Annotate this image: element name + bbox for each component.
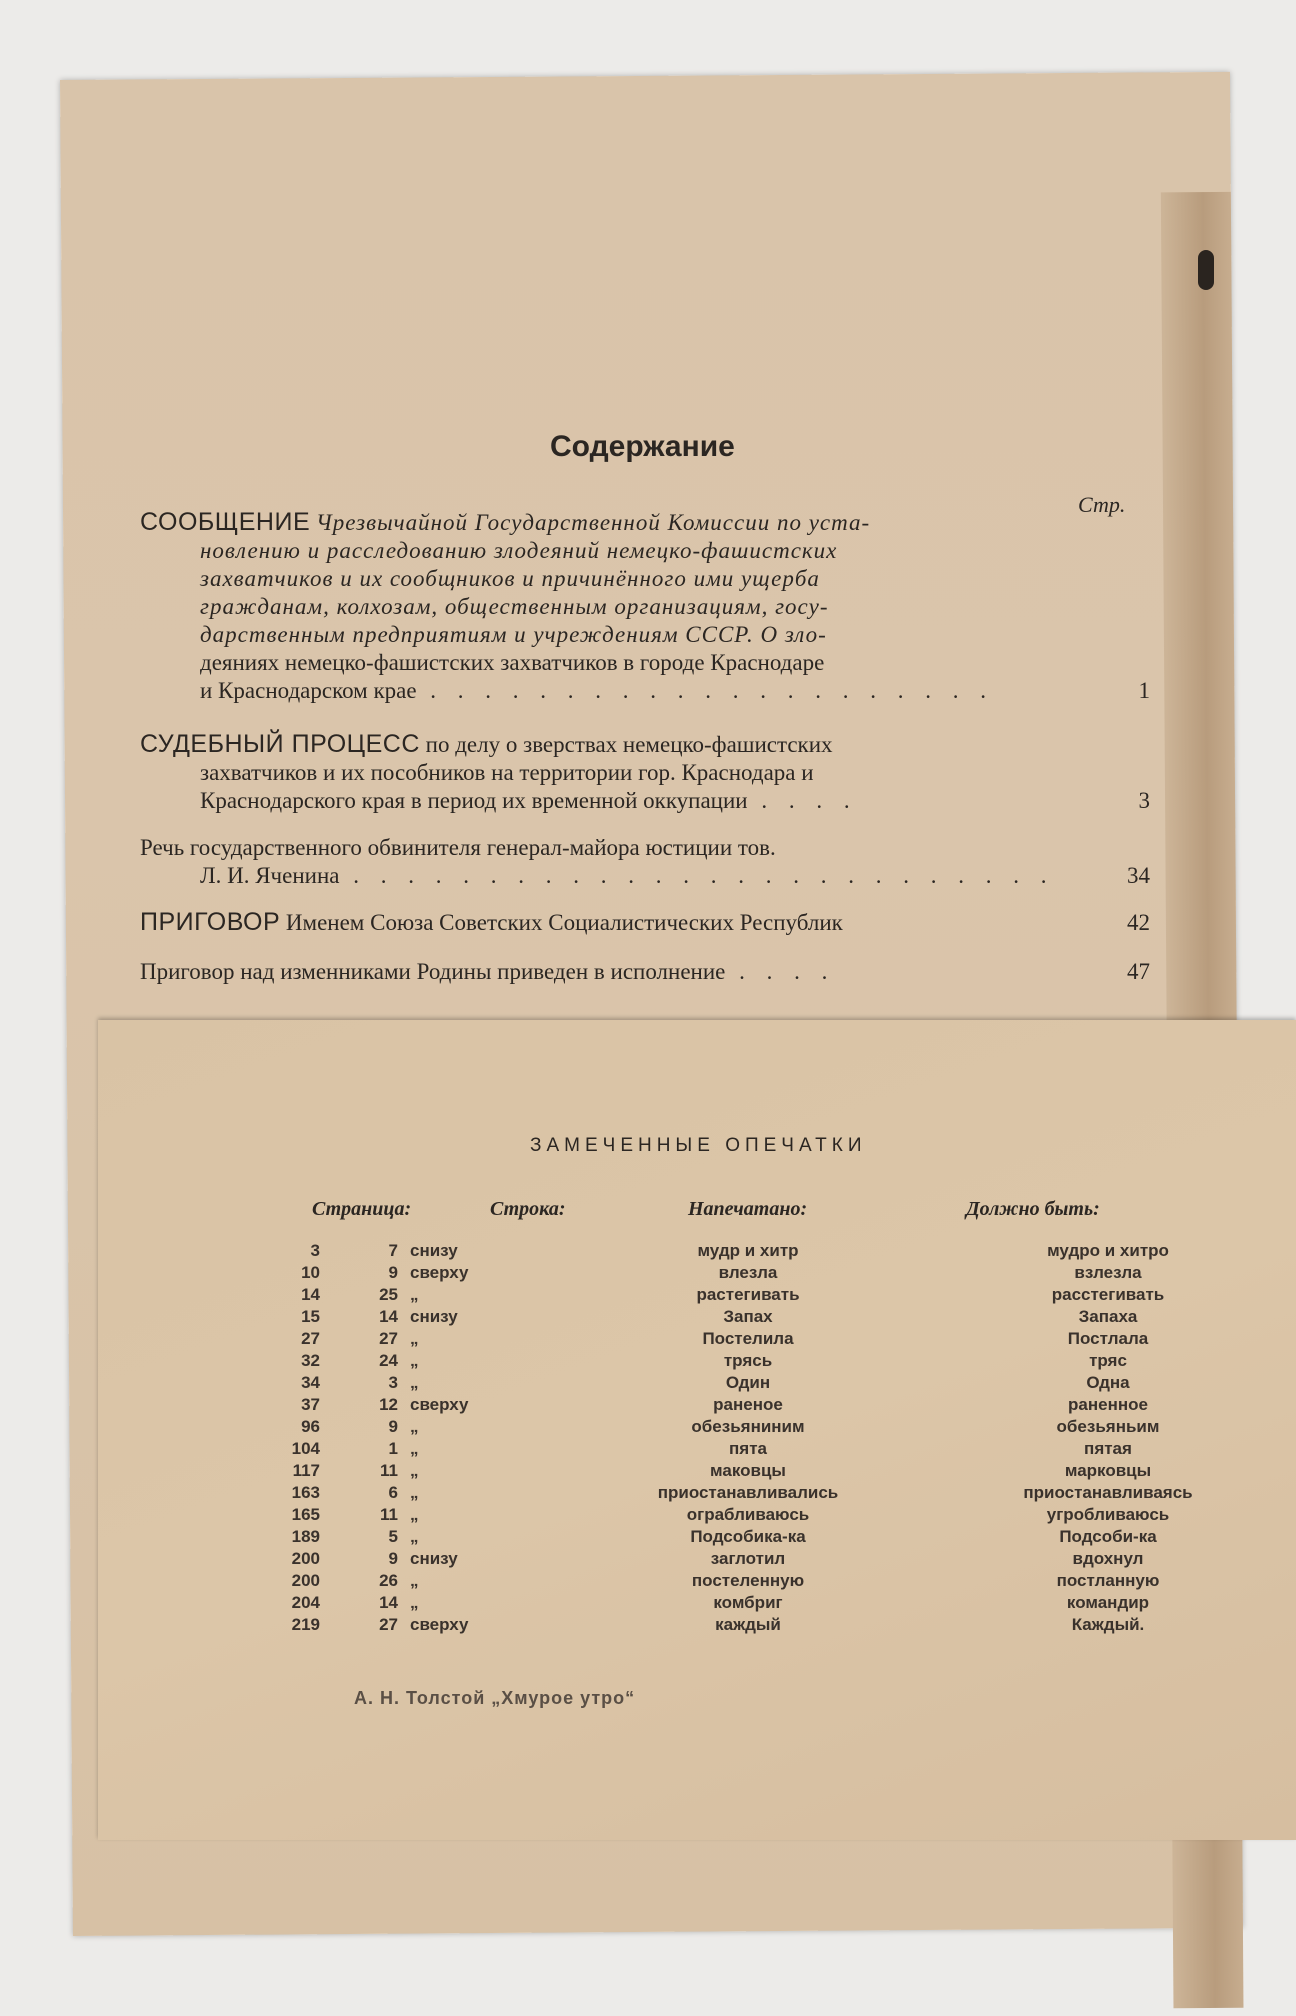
errata-cell-line: 9 [388,1417,398,1436]
errata-cell-should-be: мудро и хитро [1047,1241,1169,1260]
errata-cell-should-be: командир [1066,1593,1150,1612]
errata-cell-page: 200 [291,1549,320,1568]
errata-cell-page: 189 [291,1527,320,1546]
errata-cell-page: 163 [291,1483,320,1502]
errata-cell-printed: Запах [723,1307,773,1326]
errata-cell-line: 7 [388,1241,398,1260]
errata-title: ЗАМЕЧЕННЫЕ ОПЕЧАТКИ [530,1135,867,1156]
errata-cell-printed: ограбливаюсь [686,1505,810,1524]
errata-cell-line: 6 [388,1483,398,1502]
errata-cell-printed: Постелила [702,1329,794,1348]
toc-entry-page: 47 [1127,959,1150,984]
errata-cell-page: 34 [301,1373,320,1392]
errata-cell-direction: „ [410,1351,419,1370]
toc-entry-line: Приговор над изменниками Родины приведен в исполнение [140,959,726,984]
toc-entry: СООБЩЕНИЕ Чрезвычайной Государственной Комиссии по уста- новлению и расследованию злодеяний немецко-фашистских захватчиков и их сообщников и причинённого ими ущерба гражданам, колхозам, общественным организациям, госу- дарственным предприятиям и учреждениям СССР. О зло- деяниях немецко-фашистских захватчиков в городе Краснодаре и Краснодарском крае . . . . . . . . . . . . . . . . . . . . . 1 [140,508,1150,703]
toc-entry-line: захватчиков и их сообщников и причинённого ими ущерба [200,566,820,591]
errata-cell-page: 15 [301,1307,320,1326]
errata-cell-direction: снизу [410,1307,458,1326]
toc-entry-heading: ПРИГОВОР [140,908,281,936]
errata-cell-printed: трясь [723,1351,773,1370]
toc-entry-line: новлению и расследованию злодеяний немецко-фашистских [200,538,838,563]
errata-cell-page: 32 [301,1351,320,1370]
toc-entry-line: и Краснодарском крае [200,678,417,703]
errata-cell-direction: „ [410,1505,419,1524]
toc-entry-line: Именем Союза Советских Социалистических Республик [285,910,843,935]
errata-cell-line: 11 [380,1505,398,1524]
toc-entry: Речь государственного обвинителя генерал-майора юстиции тов. Л. И. Яченина . . . . . . . . . . . . . . . . . . . . . . . . . . 34 [140,835,1150,888]
errata-cell-should-be: взлезла [1074,1263,1142,1282]
toc-entry-line: дарственным предприятиям и учреждениям СССР. О зло- [200,622,827,647]
toc-entry-page: 1 [1138,678,1150,703]
toc-entry-heading: СООБЩЕНИЕ [140,508,311,536]
errata-cell-page: 219 [291,1615,320,1634]
errata-cell-line: 12 [379,1395,398,1414]
errata-cell-should-be: Запаха [1078,1307,1138,1326]
errata-cell-should-be: тряс [1089,1351,1127,1370]
errata-cell-should-be: Подсоби-ка [1059,1527,1157,1546]
errata-cell-page: 204 [291,1593,320,1612]
toc-entry-line: по делу о зверствах немецко-фашистских [425,732,833,757]
toc-entry-page: 42 [1127,910,1150,935]
errata-cell-printed: постеленную [691,1571,805,1590]
toc-entry-line: Чрезвычайной Государственной Комиссии по уста- [315,510,871,535]
errata-footer: А. Н. Толстой „Хмурое утро“ [354,1688,636,1708]
errata-cell-direction: сверху [410,1263,469,1282]
errata-cell-page: 27 [301,1329,320,1348]
errata-cell-direction: „ [410,1571,419,1590]
toc-entry: Приговор над изменниками Родины приведен в исполнение . . . . 47 [140,959,1150,984]
errata-cell-page: 14 [301,1285,320,1304]
errata-cell-printed: пята [729,1439,767,1458]
errata-cell-line: 9 [388,1549,398,1568]
errata-cell-direction: „ [410,1285,419,1304]
errata-cell-line: 25 [379,1285,398,1304]
toc-entry-page: 3 [1138,788,1150,813]
binding-hole [1198,250,1214,290]
errata-cell-page: 10 [301,1263,320,1282]
toc-entry-line: захватчиков и их пособников на территории гор. Краснодара и [200,760,814,785]
errata-cell-printed: Один [725,1373,771,1392]
errata-cell-line: 14 [379,1593,398,1612]
errata-cell-page: 3 [310,1241,320,1260]
errata-cell-line: 5 [388,1527,398,1546]
errata-cell-line: 27 [379,1615,398,1634]
errata-header-should-be: Должно быть: [966,1198,1100,1220]
errata-cell-page: 200 [291,1571,320,1590]
errata-cell-printed: влезла [718,1263,778,1282]
errata-cell-should-be: пятая [1084,1439,1132,1458]
errata-cell-direction: „ [410,1329,419,1348]
errata-cell-should-be: расстегивать [1051,1285,1165,1304]
errata-cell-printed: Подсобика-ка [690,1527,806,1546]
errata-cell-printed: раненое [713,1395,783,1414]
errata-cell-should-be: обезьяньим [1056,1417,1160,1436]
errata-cell-should-be: постланную [1056,1571,1160,1590]
errata-cell-direction: „ [410,1593,419,1612]
errata-cell-printed: комбриг [713,1593,783,1612]
errata-cell-direction: „ [410,1527,419,1546]
errata-cell-line: 24 [379,1351,398,1370]
errata-cell-direction: „ [410,1439,419,1458]
errata-cell-should-be: вдохнул [1072,1549,1144,1568]
errata-cell-direction: снизу [410,1241,458,1260]
errata-header-line: Строка: [490,1198,566,1220]
errata-cell-direction: „ [410,1461,419,1480]
errata-slip [98,1020,1296,1840]
errata-cell-line: 11 [380,1461,398,1480]
page-column-label: Стр. [1078,492,1126,517]
errata-cell-line: 26 [379,1571,398,1590]
toc-entry: СУДЕБНЫЙ ПРОЦЕСС по делу о зверствах немецко-фашистских захватчиков и их пособников на территории гор. Краснодара и Краснодарского края в период их временной оккупации . . . . 3 [140,730,1150,813]
errata-cell-should-be: Каждый. [1071,1615,1145,1634]
errata-cell-direction: сверху [410,1395,469,1414]
errata-cell-printed: заглотил [710,1549,786,1568]
errata-cell-line: 27 [379,1329,398,1348]
toc-entry [140,908,1150,937]
toc-title: Содержание [550,430,735,463]
errata-cell-page: 37 [301,1395,320,1414]
toc-entry-line: деяниях немецко-фашистских захватчиков в городе Краснодаре [200,650,825,675]
errata-cell-printed: приостанавливались [657,1483,839,1502]
errata-cell-direction: „ [410,1373,419,1392]
errata-cell-page: 117 [292,1461,320,1480]
errata-cell-page: 96 [301,1417,320,1436]
errata-cell-should-be: угробливаюсь [1046,1505,1170,1524]
errata-cell-printed: обезьяниним [691,1417,805,1436]
errata-cell-page: 104 [291,1439,320,1458]
errata-cell-should-be: Одна [1086,1373,1130,1392]
toc-entry-line: Краснодарского края в период их временной оккупации [200,788,748,813]
errata-cell-line: 3 [388,1373,398,1392]
errata-cell-should-be: раненное [1068,1395,1148,1414]
errata-cell-printed: каждый [715,1615,781,1634]
errata-header-printed: Напечатано: [688,1198,808,1220]
errata-cell-direction: сверху [410,1615,469,1634]
errata-header-page: Страница: [312,1198,412,1220]
errata-cell-printed: маковцы [710,1461,786,1480]
errata-cell-should-be: Постлала [1067,1329,1149,1348]
errata-cell-direction: снизу [410,1549,458,1568]
errata-cell-line: 14 [379,1307,398,1326]
toc-entry-line: Речь государственного обвинителя генерал-майора юстиции тов. [140,835,776,860]
errata-cell-should-be: марковцы [1064,1461,1152,1480]
toc-entry-page: 34 [1127,863,1150,888]
errata-cell-page: 165 [291,1505,320,1524]
toc-entry-line: Л. И. Яченина [200,863,340,888]
errata-cell-line: 9 [388,1263,398,1282]
errata-cell-printed: растегивать [696,1285,800,1304]
errata-cell-printed: мудр и хитр [697,1241,799,1260]
toc-entry-line: гражданам, колхозам, общественным организациям, госу- [200,594,829,619]
toc-entry-heading: СУДЕБНЫЙ ПРОЦЕСС [140,730,420,758]
errata-cell-direction: „ [410,1483,419,1502]
errata-cell-direction: „ [410,1417,419,1436]
errata-cell-line: 1 [388,1439,398,1458]
errata-cell-should-be: приостанавливаясь [1023,1483,1193,1502]
